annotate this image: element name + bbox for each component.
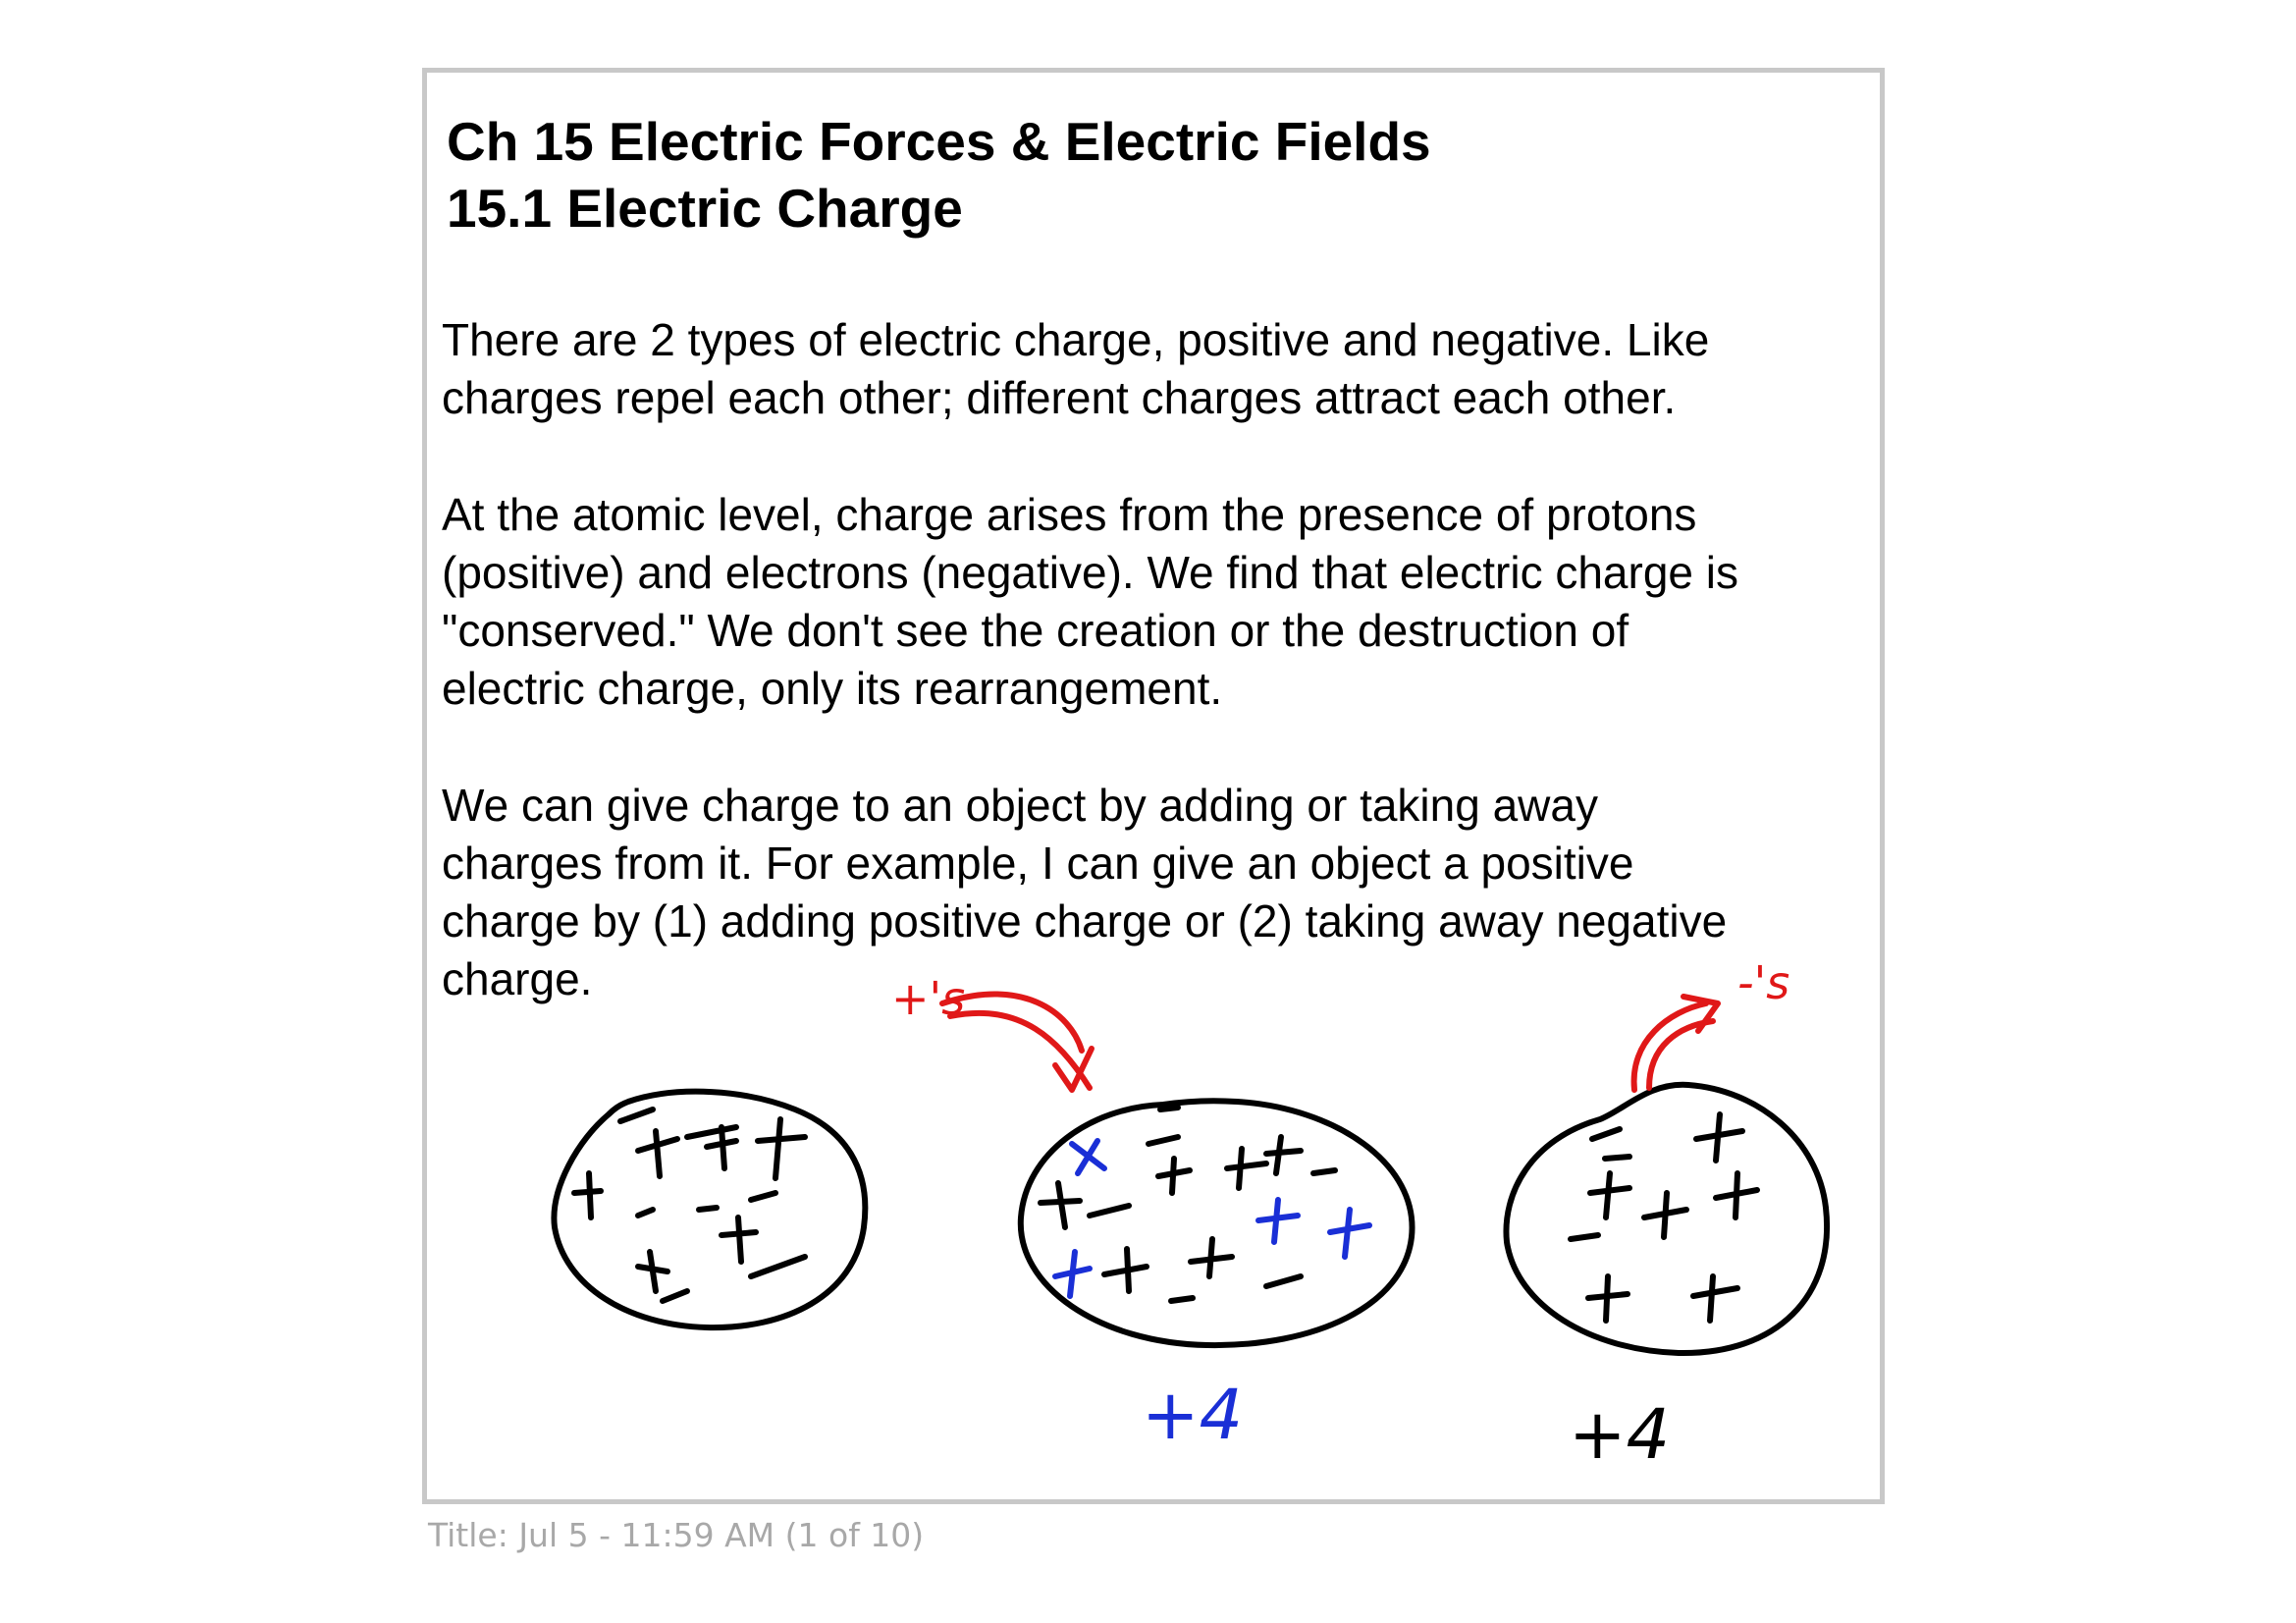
paragraph-charge-types (442, 311, 1875, 427)
paragraph-conservation (442, 486, 1875, 718)
added-label: +'s (891, 972, 966, 1025)
removed-label: -'s (1737, 956, 1790, 1009)
text-line: charges repel each other; different charges attract each other. (442, 372, 1677, 423)
text-line: electric charge, only its rearrangement. (442, 663, 1223, 714)
text-line: There are 2 types of electric charge, positive and negative. Like (442, 314, 1710, 365)
net-charge-middle: +4 (1142, 1375, 1244, 1455)
text-line: We can give charge to an object by adding or taking away (442, 780, 1598, 831)
text-line: (positive) and electrons (negative). We find that electric charge is (442, 547, 1738, 598)
section-heading: 15.1 Electric Charge (447, 178, 963, 239)
text-line: At the atomic level, charge arises from the presence of protons (442, 489, 1697, 540)
paragraph-charging-methods (442, 777, 1875, 1008)
text-line: "conserved." We don't see the creation or the destruction of (442, 605, 1629, 656)
text-line: charges from it. For example, I can give an object a positive (442, 838, 1634, 889)
net-charge-right: +4 (1569, 1394, 1671, 1475)
text-line: charge. (442, 953, 593, 1004)
text-line: charge by (1) adding positive charge or (2) taking away negative (442, 895, 1728, 947)
slide-caption: Title: Jul 5 - 11:59 AM (1 of 10) (428, 1516, 925, 1554)
chapter-heading: Ch 15 Electric Forces & Electric Fields (447, 111, 1431, 172)
